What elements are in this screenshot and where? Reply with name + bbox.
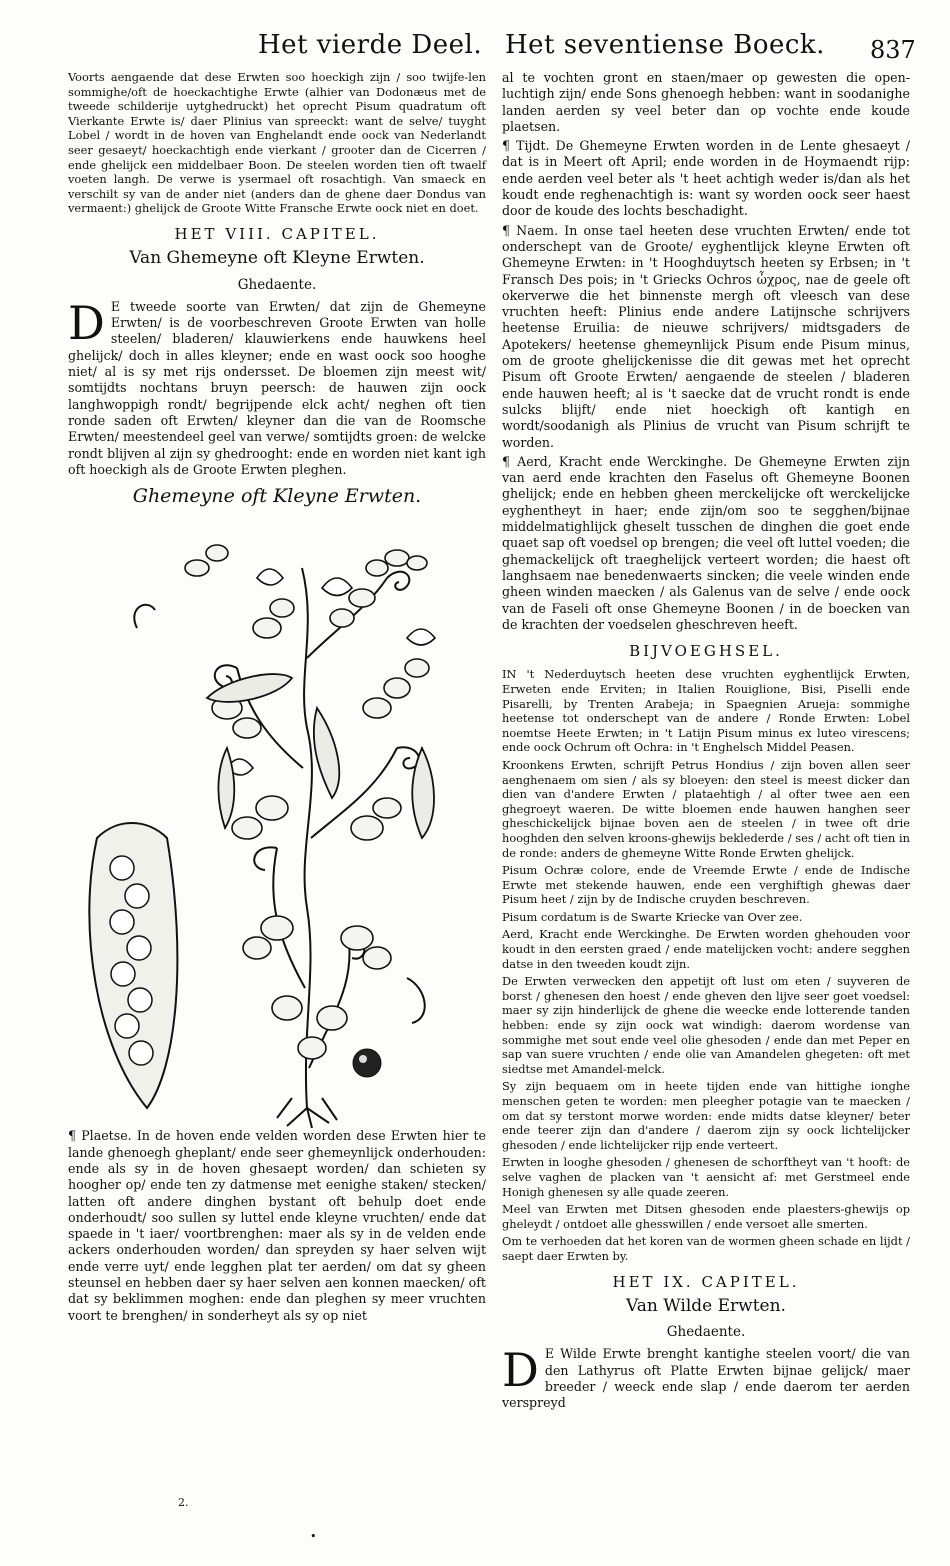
- chapter-heading-ix: HET IX. CAPITEL.: [612, 1272, 800, 1291]
- section-heading-ghedaente-ix: Ghedaente.: [666, 1324, 746, 1341]
- pea-plant-woodcut: [77, 508, 477, 1128]
- wild-description: [502, 1343, 910, 1411]
- bijvoeghsel-paragraph: Meel van Erwten met Ditsen ghesoden ende plaesters-ghewijs op gheleydt / ontdoet alle ghesswillen / ende versoet alle smerten.: [502, 1202, 910, 1231]
- chapter-title-viii: Van Ghemeyne oft Kleyne Erwten.: [129, 248, 425, 269]
- signature-mark: 2.: [178, 1496, 189, 1509]
- continuation-paragraph: al te vochten gront en staen/maer op gewesten die open-luchtigh zijn/ ende Sons ghenoegh hebben: want in soodanighe landen aerden sy veel beter dan op vochte ende koude plaetsen.: [502, 70, 910, 134]
- bijvoeghsel-paragraph: Pisum Ochræ colore, ende de Vreemde Erwte / ende de Indische Erwte met stekende hauwen, ende een verghiftigh ghewas daer Pisum heet / zijn by de Indische cruyden beschreven.: [502, 863, 910, 907]
- bijvoeghsel-block: [502, 667, 910, 1263]
- naem-paragraph: ¶ Naem. In onse tael heeten dese vruchten Erwten/ ende tot onderschept van de Groote/ eyghentlijck kleyne Erwten oft Ghemeyne Erwten: in 't Hooghduytsch heeten sy Erbsen; in 't Fransch Des pois; in 't Griecks Ochros ὦχρος, nae de geele oft okerverwe die het binnenste mergh oft vleesch van dese vruchten heeft: Plinius ende andere Latijnsche schrijvers heetense Eruilia: de nieuwe schrijvers/ midtsgaders de Apotekers/ heetense ghemeynlijck Pisum ende Pisum minus, om de groote ghelijckenisse die dit gewas met het oprecht Pisum oft Groote Erwten/ aengaende de steelen / bladeren ende hauwen heeft; al is 't saecke dat de vrucht rondt is ende sulcks blijft/ ende niet hoeckigh oft kantigh en wordt/soodanigh als Plinius de vrucht van Pisum schrijft te worden.: [502, 222, 910, 450]
- drop-cap: D: [68, 295, 105, 350]
- drop-cap: D: [502, 1343, 539, 1398]
- footer-dot: •: [310, 1530, 317, 1543]
- wild-description-text: E Wilde Erwte brenght kantighe steelen voort/ die van den Lathyrus oft Platte Erwten bijnae gelijck/ maer breeder / weeck ende slap / ende daerom ter aerden verspreyd: [502, 1346, 910, 1411]
- bijvoeghsel-paragraph: Aerd, Kracht ende Werckinghe. De Erwten worden ghehouden voor koudt in den eersten graed / ende matelijcken vocht: andere segghen datse in den tweeden koudt zijn.: [502, 927, 910, 971]
- bijvoeghsel-paragraph: Erwten in looghe ghesoden / ghenesen de schorftheyt van 't hooft: de selve vaghen de placken van 't aensicht af: met Gerstmeel ende Honigh ghenesen sy alle quade zeeren.: [502, 1155, 910, 1199]
- bijvoeghsel-paragraph: Pisum cordatum is de Swarte Kriecke van Over zee.: [502, 909, 803, 924]
- chapter-title-ix: Van Wilde Erwten.: [626, 1295, 786, 1316]
- bijvoeghsel-paragraph: Kroonkens Erwten, schrijft Petrus Hondius / zijn boven allen seer aenghenaem om sien / als sy bloeyen: den steel is meest dicker dan dien van d'andere Erwten / plataehtigh / al ofter twee aen een ghegroeyt waeren. De witte bloemen ende hauwen hanghen seer gheschickelijck bijnae boven aen de steelen / in twee oft drie hooghden den selven kroons-ghewijs beklederde / ses / acht oft tien in de ronde: anders de ghemeyne Witte Ronde Erwten ghelijck.: [502, 757, 910, 860]
- intro-paragraph: Voorts aengaende dat dese Erwten soo hoeckigh zijn / soo twijfe-len sommighe/oft de hoeckachtighe Erwte (alhier van Dodonæus met de tweede schilderije uytghedruckt) het oprecht Pisum quadratum oft Vierkante Erwte is/ daer Plinius van spreeckt: want de selve/ tuyght Lobel / wordt in de hoven van Enghelandt ende oock van Nederlandt seer gesaeyt/ hoeckachtigh ende vierkant / grooter dan de Cicerren / ende ghelijck een middelbaer Boon. De steelen worden tien oft twaelf voeten langh. De verwe is ysermael oft rosachtigh. Van smaeck en verschilt sy van de ander niet (anders dan de ghene daer Dondus van vermaent:) ghelijck de Groote Witte Fransche Erwte oock niet en doet.: [68, 70, 486, 216]
- bijvoeghsel-paragraph: Sy zijn bequaem om in heete tijden ende van hittighe ionghe menschen geten te worden: men pleegher potagie van te maecken / om dat sy terstont morwe worden: ende midts datse kleyner/ beter ende teerer zijn dan d'andere / daerom zijn sy oock lichtelijcker ghesoden / ende lichtelijcker rijp ende verteert.: [502, 1079, 910, 1152]
- figure-title: Ghemeyne oft Kleyne Erwten.: [132, 485, 422, 508]
- bijvoeghsel-heading: BIJVOEGHSEL.: [629, 642, 783, 661]
- description-paragraph: [68, 295, 486, 478]
- page-number: 837: [870, 36, 916, 64]
- bijvoeghsel-paragraph: IN 't Nederduytsch heeten dese vruchten eyghentlijck Erwten, Erweten ende Erviten; in Italien Rouiglione, Bisi, Piselli ende Pisarelli, by Trenten Arabeja; in Spaegnien Arueja: sommighe heetense tot onderschept van de andere / Ronde Erwten: Lobel noemtse Heete Erwten; in 't Latijn Pisum minus ex luteo virescens; ende oock Ochrum oft Ochra: in 't Enghelsch Middel Peasen.: [502, 667, 910, 755]
- running-head-right: Het seventiense Boeck.: [505, 30, 825, 60]
- aerd-paragraph: ¶ Aerd, Kracht ende Werckinghe. De Ghemeyne Erwten zijn van aerd ende krachten den Faselus oft Ghemeyne Boonen ghelijck; ende en hebben gheen merckelijcke oft werckelijcke eyghentheyt in haer; ende zijn/om soo te segghen/bijnae middelmatighlijck gheselt tusschen de dinghen die goet ende quaet sap oft voedsel op brengen; die veel oft luttel voeden; die ghemackelijck oft traeghelijck verteert worden; die haest oft langhsaem nae benedenwaerts sincken; die veele winden ende gheen winden maecken / als Galenus van de selve / ende oock van de Faseli oft onse Ghemeyne Boonen / in de boecken van de krachten der voedselen gheschreven heeft.: [502, 453, 910, 632]
- tijdt-paragraph: ¶ Tijdt. De Ghemeyne Erwten worden in de Lente ghesaeyt / dat is in Meert oft April; ende worden in de Hoymaendt rijp: ende aerden veel beter als 't heet achtigh weder is/dan als het koudt ende reghenachtigh is: want sy worden oock seer haest door de koude des lochts beschadight.: [502, 138, 910, 219]
- chapter-heading-viii: HET VIII. CAPITEL.: [174, 224, 380, 243]
- place-paragraph: ¶ Plaetse. In de hoven ende velden worden dese Erwten hier te lande ghenoegh gheplant/ ende seer ghemeynlijck onderhouden: ende als sy in de hoven ghesaept worden/ dan schieten sy hoogher op/ ende ten zy datmense met eenighe staken/ stecken/ latten oft andere dinghen bystant oft behulp doet ende onderhoudt/ soo sullen sy luttel ende kleyne vruchten/ ende dat spaede in 't iaer/ voortbrenghen: maer als sy in de velden ende ackers onderhouden worden/ dan spreyden sy haer selven wijt ende verre uyt/ ende legghen plat ter aerden/ om dat sy gheen steunsel en hebben daer sy haer selven aen konnen maecken/ oft dat sy beklimmen moghen: ende dan pleghen sy meer vruchten voort te brenghen/ in sonderheyt als sy op niet: [68, 1128, 486, 1323]
- section-heading-ghedaente: Ghedaente.: [237, 276, 317, 293]
- description-text: E tweede soorte van Erwten/ dat zijn de Ghemeyne Erwten/ is de voorbeschreven Groote Erwten van holle steelen/ bladeren/ klauwierkens ende hauwkens heel ghelijck/ doch in alles kleyner; ende en wast oock soo hooghe niet/ al is sy met rijs ondersset. De bloemen zijn meest wit/ somtijdts nochtans bruyn peersch: de hauwen zijn oock langhwoppigh rondt/ begrijpende elck acht/ neghen oft tien ronde saden oft Erwten/ kleyner dan die van de Roomsche Erwten/ meestendeel geel van verwe/ somtijdts groen: de welcke rondt blijven al zijn sy ghedrooght: ende en worden niet kant igh oft hoeckigh als de Groote Erwten pleghen.: [68, 298, 486, 477]
- left-column: [68, 70, 486, 1327]
- right-column: [502, 70, 910, 1415]
- bijvoeghsel-paragraph: Om te verhoeden dat het koren van de wormen gheen schade en lijdt / saept daer Erwten by.: [502, 1234, 911, 1263]
- bijvoeghsel-paragraph: De Erwten verwecken den appetijt oft lust om eten / suyveren de borst / ghenesen den hoest / ende gheven den lijve seer goet voedsel: maer sy zijn hinderlijck de ghene die weecke ende lotterende tanden hebben: ende sy zijn oock wat windigh: daerom wordense van sommighe met sout ende veel olie ghesoden / ende dan met Peper en sap van suere vruchten / ende olie van Amandelen ghegeten: oft met siedtse met Amandel-melck.: [502, 974, 910, 1076]
- running-head-left: Het vierde Deel.: [258, 30, 483, 60]
